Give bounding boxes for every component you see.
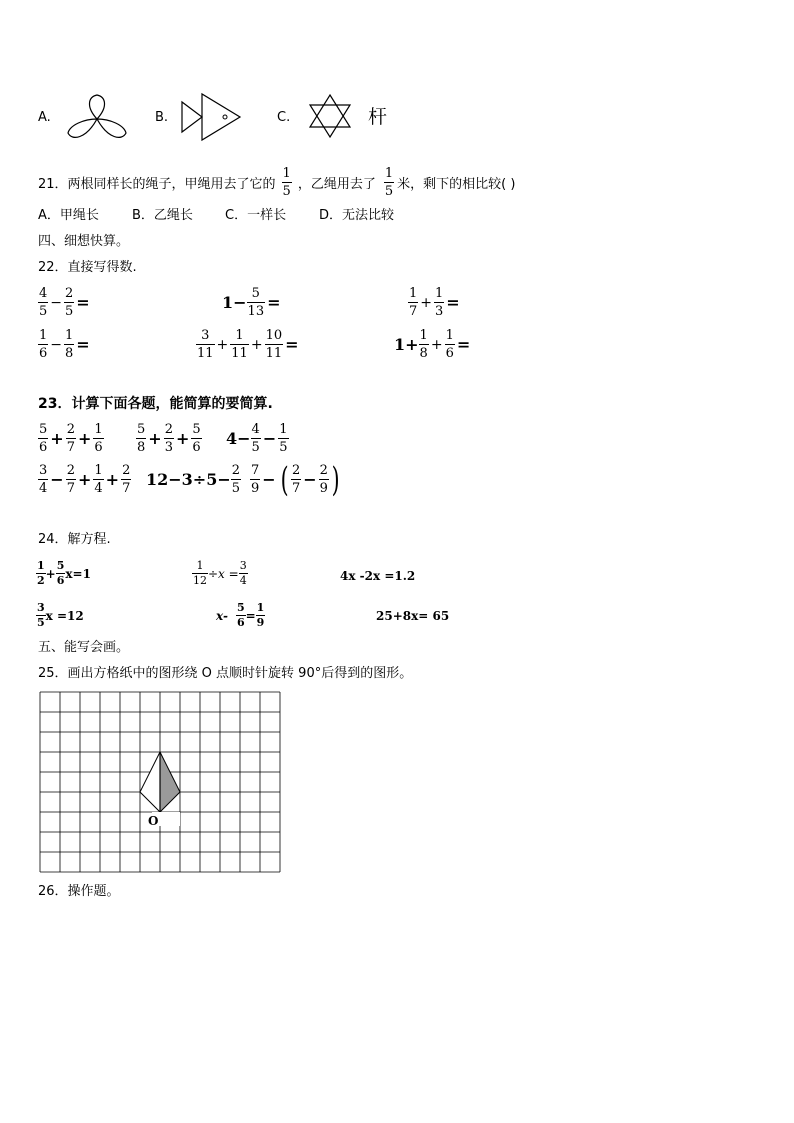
numerator: 1 <box>282 166 291 181</box>
denominator: 13 <box>247 304 265 319</box>
denominator: 6 <box>445 346 454 361</box>
denominator: 8 <box>137 440 146 455</box>
q21-fraction-2 <box>384 166 394 199</box>
fraction <box>251 422 261 455</box>
question-22-title: 22．直接写得数. <box>38 260 137 275</box>
equals-sign: = <box>267 293 281 312</box>
operator: + <box>45 566 56 581</box>
section-five-heading: 五、能写会画。 <box>38 640 130 655</box>
q21-fraction-1 <box>282 166 292 199</box>
fraction <box>93 463 103 496</box>
denominator: 7 <box>291 481 301 496</box>
q22-expr-r1c3 <box>408 286 462 319</box>
denominator: 4 <box>239 574 247 587</box>
denominator: 4 <box>94 481 103 496</box>
option-c-glyph: 杆 <box>368 106 388 128</box>
denominator: 12 <box>193 574 207 587</box>
fraction <box>239 560 248 587</box>
denominator: 7 <box>409 304 418 319</box>
operator: + <box>77 429 92 448</box>
numerator: 1 <box>384 166 394 181</box>
q21-option-c: C．一样长 <box>225 208 287 223</box>
fraction <box>64 328 74 361</box>
q21-text-1: 21．两根同样长的绳子，甲绳用去了它的 <box>38 177 276 192</box>
question-26-title: 26．操作题。 <box>38 884 120 899</box>
numerator: 5 <box>192 422 201 437</box>
fraction <box>230 328 249 361</box>
q21-option-b: B．乙绳长 <box>132 208 193 223</box>
fraction <box>419 328 429 361</box>
option-c-label: C. <box>277 110 291 125</box>
equals-sign: = <box>456 335 471 354</box>
fish-figure <box>180 92 244 144</box>
equals-sign: = <box>76 293 90 312</box>
equation-middle: ÷x = <box>208 566 239 581</box>
left-parenthesis: ( <box>280 459 289 500</box>
q24-equation-1 <box>36 560 91 587</box>
numerator: 1 <box>445 328 454 343</box>
lead-term: 12−3÷5− <box>146 470 231 489</box>
numerator: 1 <box>39 328 48 343</box>
numerator: 4 <box>39 286 48 301</box>
numerator: 1 <box>235 328 244 343</box>
numerator: 1 <box>37 559 45 572</box>
equals-sign: = <box>245 608 256 623</box>
numerator: 3 <box>39 463 48 478</box>
denominator: 6 <box>236 616 245 629</box>
operator: + <box>216 336 229 353</box>
q22-expr-r2c1 <box>38 328 92 361</box>
numerator: 5 <box>39 422 48 437</box>
fraction <box>434 286 444 319</box>
fraction <box>250 463 260 496</box>
q23-expr-3 <box>226 422 289 455</box>
fraction <box>56 560 66 587</box>
operator: + <box>77 470 92 489</box>
shaded-half-of-kite <box>160 752 180 812</box>
option-b-label: B. <box>155 110 169 125</box>
right-parenthesis: ) <box>331 459 340 500</box>
fraction <box>36 602 46 629</box>
q23-expr-1 <box>38 422 104 455</box>
numerator: 1 <box>94 422 103 437</box>
q24-equation-6: 25+8x= 65 <box>376 609 450 623</box>
fraction <box>291 463 301 496</box>
denominator: 2 <box>37 574 45 587</box>
numerator: 1 <box>196 559 204 572</box>
section-four-heading: 四、细想快算。 <box>38 234 130 249</box>
fraction <box>36 560 46 587</box>
numerator: 4 <box>251 422 260 437</box>
denominator: 8 <box>65 346 74 361</box>
denominator: 6 <box>39 346 48 361</box>
operator: − <box>50 336 63 353</box>
denominator: 5 <box>37 616 45 629</box>
fraction <box>38 286 48 319</box>
lead-term: 1− <box>222 293 247 312</box>
numerator: 5 <box>251 286 260 301</box>
q24-equation-4 <box>36 602 84 629</box>
denominator: 5 <box>282 184 291 199</box>
fraction <box>231 463 241 496</box>
denominator: 5 <box>65 304 74 319</box>
fraction <box>38 422 48 455</box>
denominator: 11 <box>231 346 248 361</box>
denominator: 5 <box>39 304 48 319</box>
operator: + <box>148 429 162 448</box>
operator: + <box>50 429 64 448</box>
question-23-title: 23．计算下面各题，能简算的要简算. <box>38 396 273 412</box>
operator: + <box>430 336 443 353</box>
lead-term: x- <box>216 608 228 623</box>
fraction <box>136 422 146 455</box>
question-21-stem <box>38 166 515 199</box>
numerator: 1 <box>279 422 288 437</box>
denominator: 9 <box>256 616 265 629</box>
operator: − <box>303 470 317 489</box>
operator: + <box>250 336 263 353</box>
q23-expr-6 <box>250 459 342 500</box>
denominator: 7 <box>66 440 75 455</box>
numerator: 2 <box>231 463 241 478</box>
denominator: 5 <box>231 481 241 496</box>
denominator: 6 <box>39 440 48 455</box>
q24-equation-2 <box>192 560 248 587</box>
numerator: 1 <box>419 328 428 343</box>
operator: − <box>50 470 64 489</box>
fraction <box>64 286 74 319</box>
q22-expr-r2c3 <box>394 328 472 361</box>
point-o-label: O <box>148 814 159 828</box>
fraction <box>66 422 76 455</box>
fraction <box>256 602 266 629</box>
numerator: 2 <box>66 422 75 437</box>
option-a-label: A. <box>38 110 51 125</box>
white-half-of-kite <box>140 752 160 812</box>
numerator: 10 <box>265 328 283 343</box>
question-25-title: 25．画出方格纸中的图形绕 O 点顺时针旋转 90°后得到的图形。 <box>38 666 413 681</box>
operator: + <box>175 429 190 448</box>
numerator: 5 <box>137 422 146 437</box>
numerator: 1 <box>256 601 265 614</box>
q23-expr-5 <box>146 463 241 496</box>
fraction <box>38 463 48 496</box>
q21-option-d: D．无法比较 <box>319 208 395 223</box>
fraction <box>247 286 266 319</box>
lead-term: 4− <box>226 429 251 448</box>
denominator: 11 <box>265 346 283 361</box>
six-point-star-figure <box>306 93 354 139</box>
numerator: 3 <box>201 328 210 343</box>
operator: − <box>262 429 277 448</box>
q22-expr-r1c1 <box>38 286 92 319</box>
q23-expr-2 <box>136 422 202 455</box>
fraction <box>93 422 103 455</box>
numerator: 5 <box>236 601 245 614</box>
q21-text-3: 米，剩下的相比较( ) <box>397 177 516 192</box>
equals-sign: = <box>76 335 90 354</box>
fraction <box>408 286 418 319</box>
equals-sign: = <box>285 335 299 354</box>
numerator: 2 <box>164 422 173 437</box>
denominator: 5 <box>279 440 288 455</box>
fraction <box>445 328 455 361</box>
fraction <box>265 328 284 361</box>
denominator: 7 <box>66 481 75 496</box>
denominator: 5 <box>251 440 260 455</box>
denominator: 9 <box>319 481 328 496</box>
numerator: 3 <box>37 601 45 614</box>
equals-sign: = <box>446 293 460 312</box>
numerator: 7 <box>251 463 260 478</box>
fraction <box>236 602 246 629</box>
numerator: 1 <box>94 463 103 478</box>
fraction <box>66 463 76 496</box>
operator: + <box>420 294 433 311</box>
lead-term: 1+ <box>394 335 419 354</box>
fraction <box>278 422 288 455</box>
denominator: 6 <box>94 440 103 455</box>
q21-option-a: A．甲绳长 <box>38 208 99 223</box>
fraction <box>121 463 131 496</box>
denominator: 4 <box>39 481 48 496</box>
denominator: 11 <box>197 346 214 361</box>
q22-expr-r2c2 <box>196 328 301 361</box>
numerator: 2 <box>319 463 328 478</box>
denominator: 7 <box>122 481 131 496</box>
operator: − <box>50 294 63 311</box>
q24-equation-5 <box>216 602 265 629</box>
denominator: 6 <box>192 440 201 455</box>
numerator: 2 <box>291 463 301 478</box>
fraction <box>192 560 208 587</box>
denominator: 3 <box>435 304 444 319</box>
fraction <box>38 328 48 361</box>
fraction <box>196 328 215 361</box>
three-petal-flower-figure <box>64 93 130 141</box>
q24-equation-3: 4x -2x =1.2 <box>340 569 416 583</box>
numerator: 5 <box>56 559 65 572</box>
fraction <box>319 463 329 496</box>
numerator: 1 <box>65 328 74 343</box>
fraction <box>164 422 174 455</box>
square-grid-paper <box>38 690 282 876</box>
numerator: 2 <box>66 463 75 478</box>
denominator: 5 <box>384 184 394 199</box>
q22-expr-r1c2 <box>222 286 283 319</box>
q23-expr-4 <box>38 463 131 496</box>
numerator: 2 <box>122 463 131 478</box>
numerator: 1 <box>435 286 444 301</box>
denominator: 6 <box>56 574 65 587</box>
equation-tail: x =12 <box>45 608 84 623</box>
fraction <box>191 422 201 455</box>
denominator: 9 <box>251 481 260 496</box>
numerator: 2 <box>65 286 74 301</box>
operator: + <box>105 470 120 489</box>
operator: − <box>262 470 276 489</box>
numerator: 1 <box>409 286 418 301</box>
q21-text-2: ，乙绳用去了 <box>297 177 376 192</box>
numerator: 3 <box>239 559 247 572</box>
denominator: 3 <box>164 440 173 455</box>
denominator: 8 <box>419 346 428 361</box>
equation-tail: x=1 <box>65 566 91 581</box>
question-24-title: 24．解方程. <box>38 532 111 547</box>
